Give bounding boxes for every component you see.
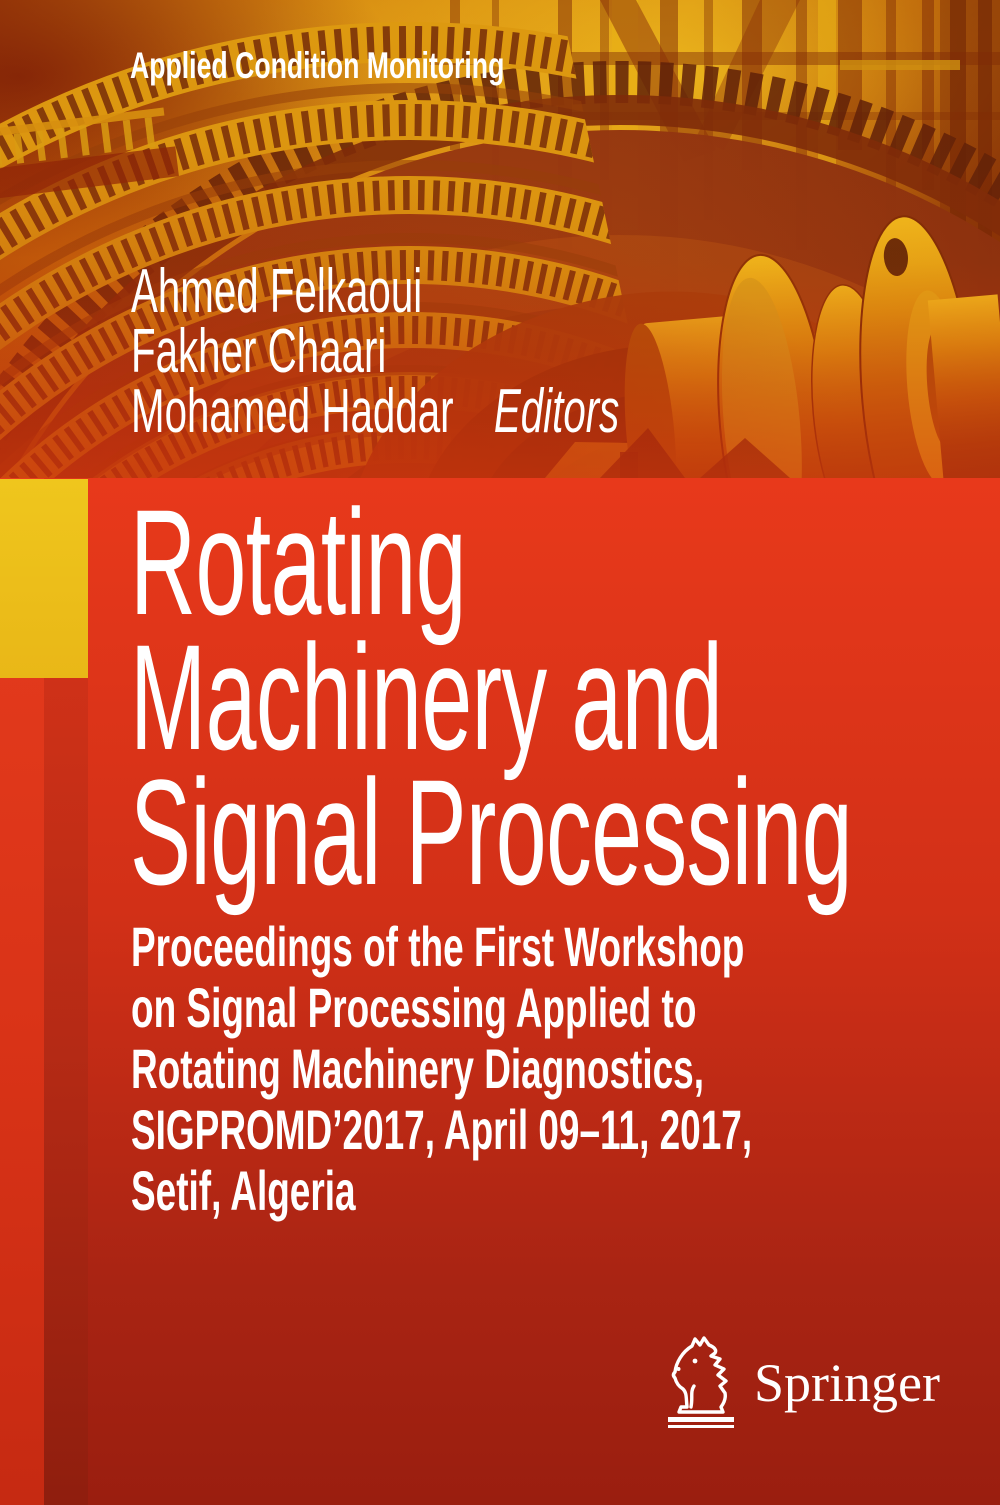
title-line: Signal Processing bbox=[130, 748, 853, 916]
editor-name: Fakher Chaari bbox=[131, 317, 387, 386]
subtitle-line: Rotating Machinery Diagnostics, bbox=[131, 1037, 704, 1100]
editor-name: Mohamed Haddar bbox=[131, 377, 454, 446]
title-line: Rotating bbox=[130, 478, 466, 646]
editors-block bbox=[131, 257, 620, 446]
subtitle-line: on Signal Processing Applied to bbox=[131, 976, 697, 1039]
cover-photo bbox=[0, 0, 1000, 478]
subtitle-line: SIGPROMD’2017, April 09–11, 2017, bbox=[131, 1098, 753, 1161]
publisher-name: Springer bbox=[754, 1353, 940, 1413]
book-title bbox=[130, 478, 853, 916]
editor-name-row bbox=[131, 377, 620, 446]
book-subtitle bbox=[131, 916, 752, 1221]
subtitle-line: Setif, Algeria bbox=[131, 1159, 356, 1222]
series-title: Applied Condition Monitoring bbox=[130, 45, 505, 86]
yellow-accent-square bbox=[0, 479, 88, 678]
publisher-logo bbox=[662, 1336, 940, 1428]
editor-name: Ahmed Felkaoui bbox=[131, 257, 423, 326]
editors-role-label: Editors bbox=[493, 377, 620, 446]
subtitle-line: Proceedings of the First Workshop bbox=[131, 915, 745, 978]
springer-horse-icon bbox=[662, 1336, 740, 1428]
title-line: Machinery and bbox=[130, 613, 723, 781]
red-cover-area bbox=[0, 478, 1000, 1505]
